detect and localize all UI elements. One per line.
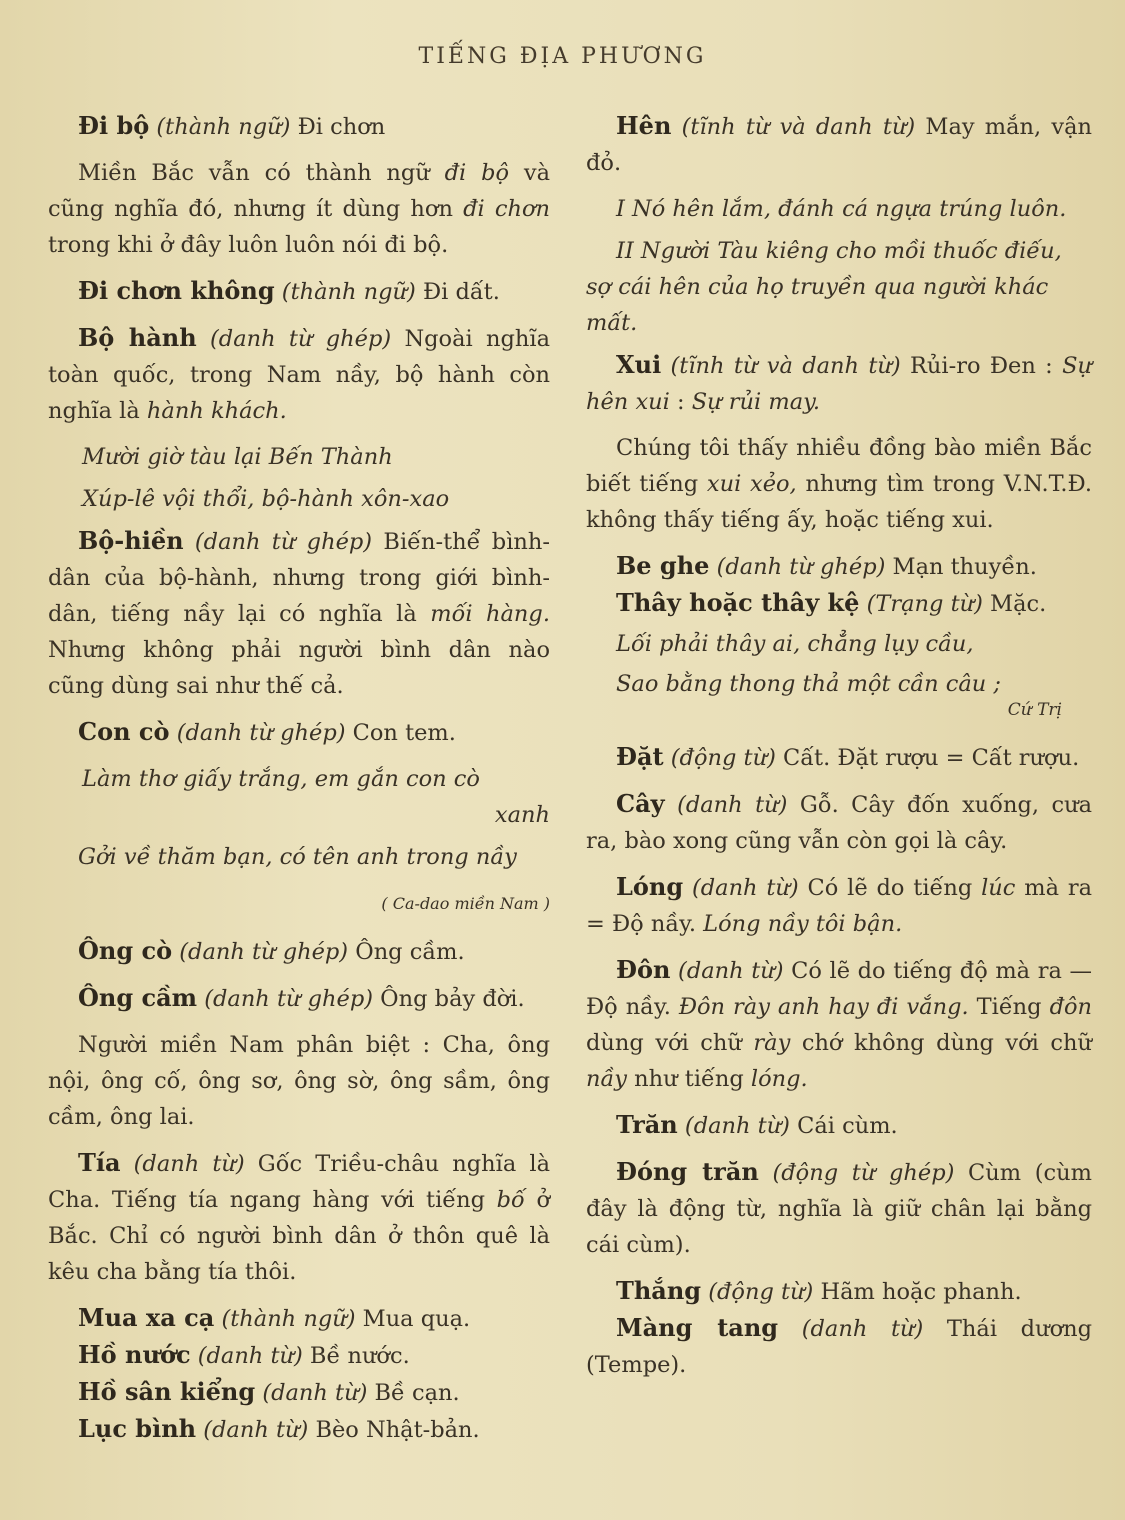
example: I Nó hên lắm, đánh cá ngựa trúng luôn.: [616, 196, 1067, 222]
poem-line: Sao bằng thong thả một cần câu ;: [616, 671, 1001, 697]
term: Đi bộ: [78, 111, 150, 140]
entry-thay-ke: Thây hoặc thây kệ (Trạng từ) Mặc.: [616, 588, 1047, 617]
entry-thang: Thắng (động từ) Hãm hoặc phanh.: [616, 1276, 1022, 1305]
entry-bo-hanh: Bộ hành (danh từ ghép) Ngoài nghĩa toàn quốc, trong Nam nầy, bộ hành còn nghĩa là hành khách.: [48, 323, 550, 424]
poem-line: xanh: [494, 802, 550, 828]
right-column: [586, 108, 1092, 1383]
entry-be-ghe: Be ghe (danh từ ghép) Mạn thuyền.: [616, 551, 1037, 580]
page-header: TIẾNG ĐỊA PHƯƠNG: [418, 44, 707, 69]
entry-long: Lóng (danh từ) Có lẽ do tiếng lúc mà ra = Độ nầy. Lóng nầy tôi bận.: [586, 872, 1092, 937]
entry-xui: Xui (tĩnh từ và danh từ) Rủi-ro Đen : Sự hên xui : Sự rủi may.: [586, 350, 1092, 415]
entry-luc-binh: Lục bình (danh từ) Bèo Nhật-bản.: [78, 1414, 480, 1443]
entry-tia: Tía (danh từ) Gốc Triều-châu nghĩa là Cha. Tiếng tía ngang hàng với tiếng bố ở Bắc. Chỉ có người bình dân ở thôn quê là kêu cha bằng tía thôi.: [48, 1148, 550, 1285]
entry-cay: Cây (danh từ) Gỗ. Cây đốn xuống, cưa ra, bào xong cũng vẫn còn gọi là cây.: [586, 789, 1093, 854]
poem-line: Xúp-lê vội thổi, bộ-hành xôn-xao: [82, 486, 450, 512]
entry-ong-co: Ông cò (danh từ ghép) Ông cầm.: [78, 936, 465, 965]
entry-ho-san-kieng: Hồ sân kiểng (danh từ) Bề cạn.: [78, 1377, 460, 1406]
entry-dat: Đặt (động từ) Cất. Đặt rượu = Cất rượu.: [616, 742, 1080, 771]
poem-line: Lối phải thây ai, chẳng lụy cầu,: [616, 631, 974, 657]
entry-hen: Hên (tĩnh từ và danh từ) May mắn, vận đỏ.: [586, 111, 1093, 176]
example: II Người Tàu kiêng cho mồi thuốc điếu, sợ cái hên của họ truyền qua người khác mất.: [586, 238, 1062, 336]
poem-line: Làm thơ giấy trắng, em gắn con cò: [82, 766, 480, 792]
entry-tran: Trăn (danh từ) Cái cùm.: [616, 1110, 898, 1139]
entry-ong-cam: Ông cầm (danh từ ghép) Ông bảy đời.: [78, 983, 525, 1012]
poem-source: ( Ca-dao miền Nam ): [381, 894, 550, 913]
poem-source: Cứ Trị: [1007, 700, 1062, 720]
entry-bo-hien: Bộ-hiền (danh từ ghép) Biến-thể bình-dân của bộ-hành, nhưng trong giới bình-dân, tiếng nầy lại có nghĩa là mối hàng. Nhưng không phải người bình dân nào cũng dùng sai như thế cả.: [48, 526, 550, 699]
paragraph: Miền Bắc vẫn có thành ngữ đi bộ và cũng nghĩa đó, nhưng ít dùng hơn đi chơn trong khi ở đây luôn luôn nói đi bộ.: [48, 160, 551, 258]
category: (thành ngữ): [156, 114, 291, 140]
paragraph: Người miền Nam phân biệt : Cha, ông nội, ông cố, ông sơ, ông sờ, ông sầm, ông cầm, ông lai.: [48, 1032, 550, 1130]
entry-ho-nuoc: Hồ nước (danh từ) Bề nước.: [78, 1340, 410, 1369]
entry-don: Đôn (danh từ) Có lẽ do tiếng độ mà ra — Độ nầy. Đôn rày anh hay đi vắng. Tiếng đôn dùng với chữ rày chớ không dùng với chữ nầy như tiếng lóng.: [586, 955, 1093, 1092]
entry-mang-tang: Màng tang (danh từ) Thái dương (Tempe).: [586, 1313, 1093, 1378]
entry-di-bo: [48, 108, 550, 145]
poem-line: Mười giờ tàu lại Bến Thành: [82, 444, 393, 470]
paragraph: Chúng tôi thấy nhiều đồng bào miền Bắc biết tiếng xui xẻo, nhưng tìm trong V.N.T.Đ. không thấy tiếng ấy, hoặc tiếng xui.: [586, 435, 1093, 533]
entry-mua-xa-ca: Mua xa cạ (thành ngữ) Mua quạ.: [78, 1303, 471, 1332]
left-column: [48, 108, 550, 1448]
poem-line: Gởi về thăm bạn, có tên anh trong nầy: [78, 844, 517, 870]
entry-con-co: Con cò (danh từ ghép) Con tem.: [78, 717, 456, 746]
entry-di-chon-khong: Đi chơn không (thành ngữ) Đi dất.: [78, 276, 500, 305]
definition: Đi chơn: [297, 114, 386, 140]
entry-dong-tran: Đóng trăn (động từ ghép) Cùm (cùm đây là động từ, nghĩa là giữ chân lại bằng cái cùm).: [586, 1157, 1092, 1258]
